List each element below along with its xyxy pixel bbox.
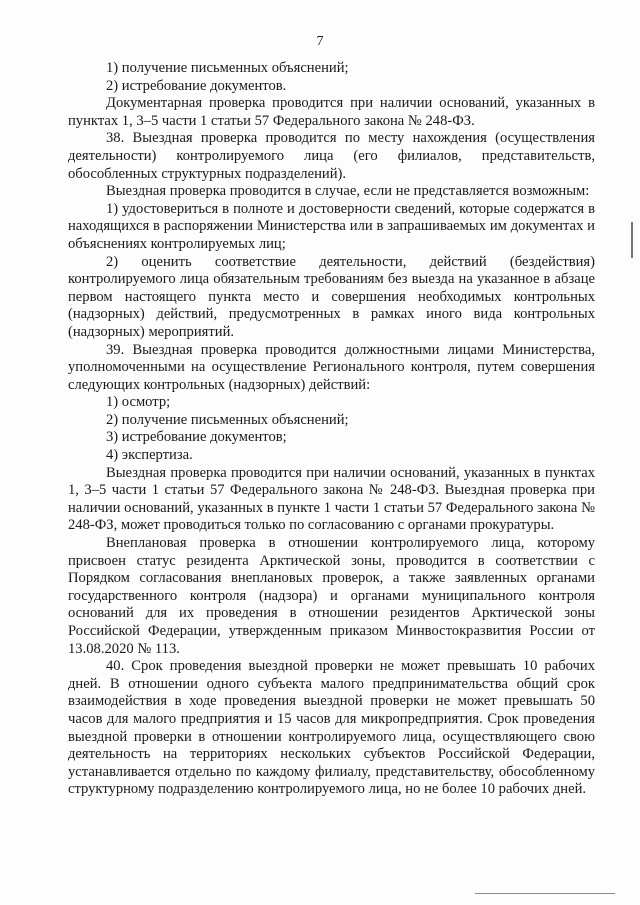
paragraph: 4) экспертиза. [106, 447, 193, 464]
paragraph: 2) оценить соответствие деятельности, действий (бездействия) контролируемого лица обязательным требованиям без выезда на указанное в абзаце первом настоящего пункта место и совершения необходимых контрольных (надзорных) действий, предусмотренных в рамках иного вида контрольных (надзорных) мероприятий. [68, 253, 595, 340]
scan-artifact [631, 222, 633, 258]
paragraph: 3) истребование документов; [106, 429, 287, 446]
paragraph: Внеплановая проверка в отношении контролируемого лица, которому присвоен статус резидента Арктической зоны, проводится в соответствии с Порядком согласования внеплановых проверок, а также заявленных органами государственного контроля (надзора) и органами муниципального контроля оснований для их проведения в отношении резидентов Арктической зоны Российской Федерации, утвержденным приказом Минвостокразвития России от 13.08.2020 № 113. [68, 535, 595, 657]
page-number: 7 [316, 34, 324, 49]
paragraph: 39. Выездная проверка проводится должностными лицами Министерства, уполномоченными на осуществление Регионального контроля, путем совершения следующих контрольных (надзорных) действий: [68, 341, 595, 393]
paragraph: 40. Срок проведения выездной проверки не может превышать 10 рабочих дней. В отношении одного субъекта малого предпринимательства общий срок взаимодействия в ходе проведения выездной проверки не может превышать 50 часов для малого предприятия и 15 часов для микропредприятия. Срок проведения выездной проверки в отношении контролируемого лица, осуществляющего свою деятельность на территориях нескольких субъектов Российской Федерации, устанавливается отдельно по каждому филиалу, представительству, обособленному структурному подразделению контролируемого лица, но не более 10 рабочих дней. [68, 658, 595, 798]
paragraph: Выездная проверка проводится в случае, если не представляется возможным: [106, 183, 590, 200]
paragraph: 1) осмотр; [106, 394, 171, 411]
paragraph: Выездная проверка проводится при наличии оснований, указанных в пунктах 1, 3–5 части 1 статьи 57 Федерального закона № 248-ФЗ. Выездная проверка при наличии оснований, указанных в пункте 1 части 1 статьи 57 Федерального закона № 248-ФЗ, может проводиться только по согласованию с органами прокуратуры. [68, 464, 595, 534]
paragraph: 1) удостовериться в полноте и достоверности сведений, которые содержатся в находящихся в распоряжении Министерства или в запрашиваемых им документах и объяснениях контролируемых лиц; [68, 200, 595, 252]
paragraph: Документарная проверка проводится при наличии оснований, указанных в пунктах 1, 3–5 части 1 статьи 57 Федерального закона № 248-ФЗ. [68, 95, 595, 129]
document-body [68, 60, 595, 799]
scan-artifact-line [475, 893, 615, 894]
paragraph: 38. Выездная проверка проводится по месту нахождения (осуществления деятельности) контролируемого лица (его филиалов, представительств, обособленных структурных подразделений). [68, 130, 595, 182]
paragraph: 1) получение письменных объяснений; [106, 60, 349, 76]
paragraph: 2) истребование документов. [106, 77, 287, 94]
paragraph: 2) получение письменных объяснений; [106, 411, 349, 428]
